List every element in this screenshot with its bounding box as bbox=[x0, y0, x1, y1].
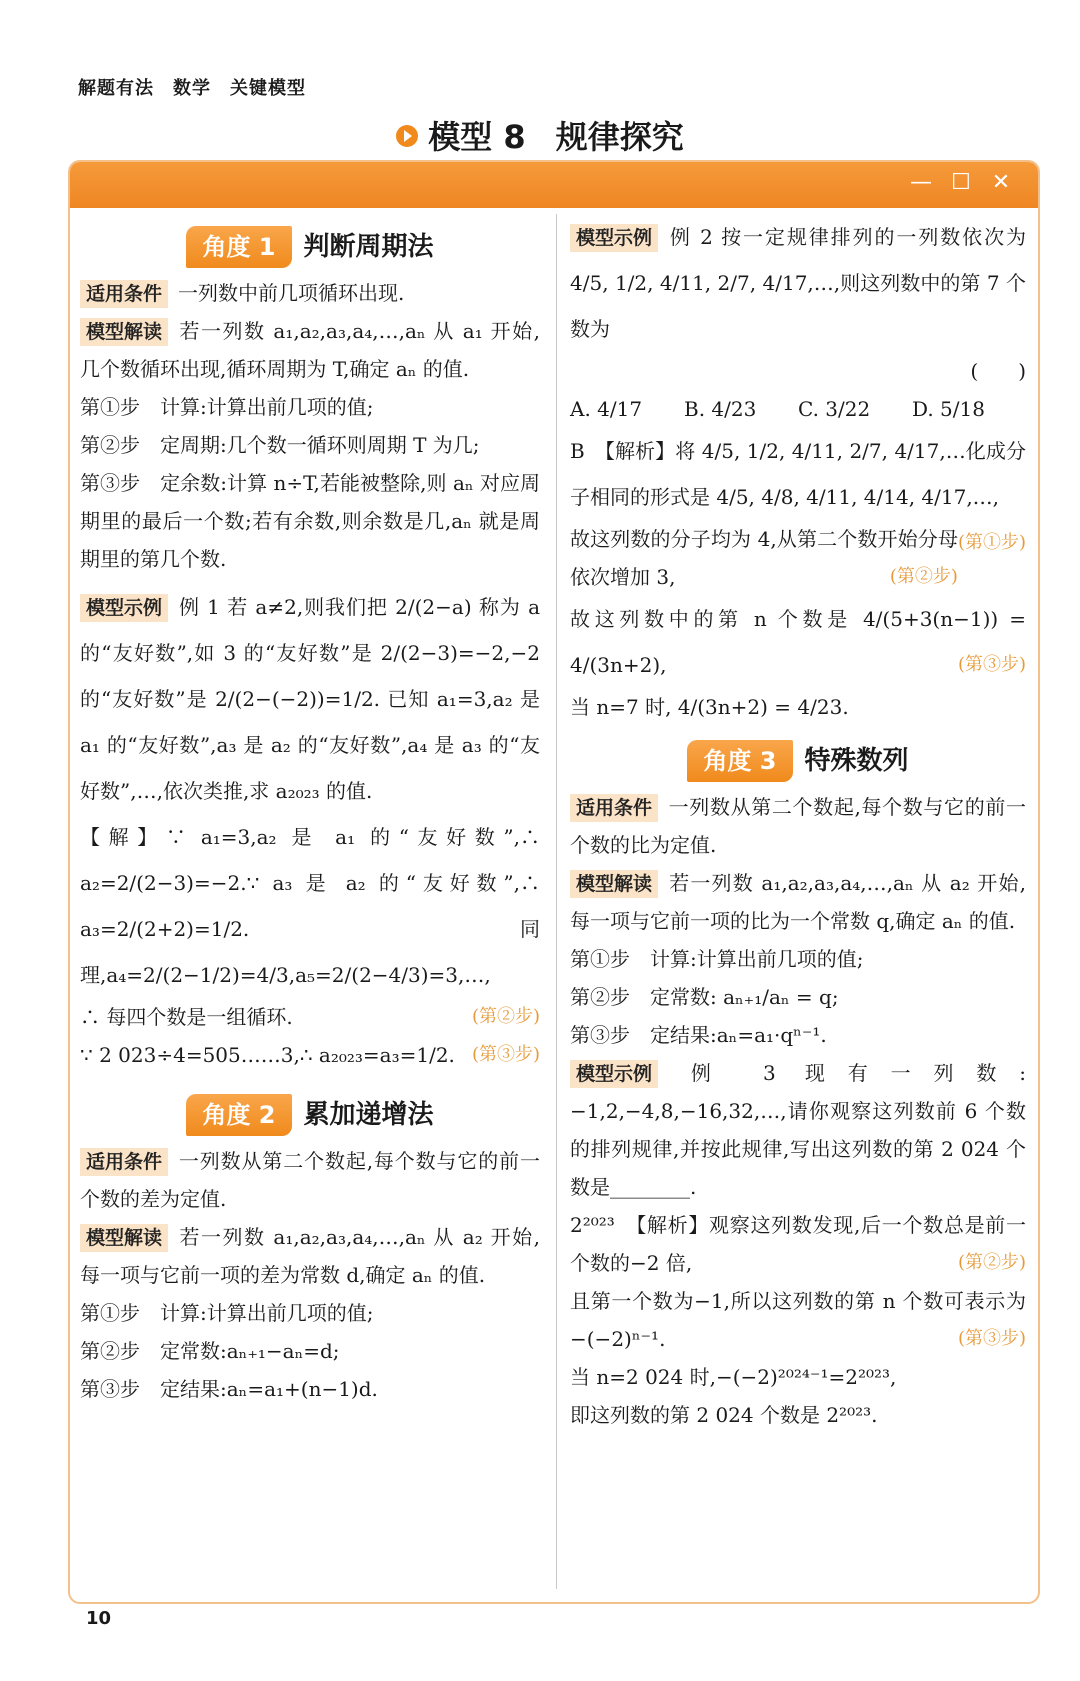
condition-text: 一列数中前几项循环出现. bbox=[178, 281, 405, 305]
step-tag: (第①步) bbox=[957, 532, 1026, 553]
example-text: 例 3 现有一列数:−1,2,−4,8,−16,32,…,请你观察这列数前 6 个数的排列规律,并按此规律,写出这列数的第 2 024 个数是________. bbox=[570, 1061, 1026, 1199]
example-3 bbox=[570, 1054, 1026, 1206]
section-heading-3 bbox=[570, 740, 1026, 782]
example-1 bbox=[80, 584, 540, 814]
option-b: B. 4/23 bbox=[684, 397, 757, 421]
solution-text: ∵ 2 023÷4=505……3,∴ a₂₀₂₃=a₃=1/2. bbox=[80, 1043, 455, 1067]
step: 第①步 计算:计算出前几项的值; bbox=[570, 947, 864, 971]
solution bbox=[570, 428, 1026, 553]
step: 第②步 定常数: aₙ₊₁/aₙ = q; bbox=[570, 985, 839, 1009]
model-name: 规律探究 bbox=[555, 118, 684, 156]
section-badge: 角度 1 bbox=[186, 226, 291, 268]
condition bbox=[80, 274, 540, 312]
label-tag: 模型示例 bbox=[80, 594, 168, 622]
model-reading bbox=[570, 864, 1026, 940]
label-tag: 适用条件 bbox=[80, 1148, 168, 1176]
model-reading bbox=[80, 312, 540, 388]
step: 第③步 定余数:计算 n÷T,若能被整除,则 aₙ 对应周期里的最后一个数;若有余数,则余数是几,aₙ 就是周期里的第几个数. bbox=[80, 471, 540, 571]
solution bbox=[570, 520, 1026, 596]
step: 第①步 计算:计算出前几项的值; bbox=[80, 1301, 374, 1325]
step-tag: (第②步) bbox=[471, 1006, 540, 1027]
step-tag: (第②步) bbox=[957, 1252, 1026, 1273]
example-text: 例 2 按一定规律排列的一列数依次为 4/5, 1/2, 4/11, 2/7, 4/17,…,则这列数中的第 7 个数为 bbox=[570, 225, 1026, 341]
left-column bbox=[80, 222, 540, 1408]
model-text: 若一列数 a₁,a₂,a₃,a₄,…,aₙ 从 a₂ 开始,每一项与它前一项的差为常数 d,确定 aₙ 的值. bbox=[80, 1225, 540, 1287]
minimize-icon[interactable]: — bbox=[910, 170, 932, 195]
option-c: C. 3/22 bbox=[798, 397, 871, 421]
solution: 当 n=2 024 时,−(−2)²⁰²⁴⁻¹=2²⁰²³, bbox=[570, 1365, 897, 1389]
step-tag: (第②步) bbox=[889, 566, 958, 587]
model-reading bbox=[80, 1218, 540, 1294]
model-text: 若一列数 a₁,a₂,a₃,a₄,…,aₙ 从 a₂ 开始,每一项与它前一项的比为一个常数 q,确定 aₙ 的值. bbox=[570, 871, 1026, 933]
column-divider bbox=[556, 214, 557, 1589]
label-tag: 模型示例 bbox=[570, 1060, 658, 1088]
answer-paren: ( ) bbox=[970, 359, 1026, 383]
label-tag: 模型示例 bbox=[570, 224, 658, 252]
solution-text: 且第一个数为−1,所以这列数的第 n 个数可表示为−(−2)ⁿ⁻¹. bbox=[570, 1289, 1026, 1351]
step: 第②步 定周期:几个数一循环则周期 T 为几; bbox=[80, 433, 480, 457]
solution bbox=[570, 1206, 1026, 1282]
solution bbox=[80, 814, 540, 998]
example-2 bbox=[570, 214, 1026, 352]
solution bbox=[80, 1036, 540, 1074]
model-number: 模型 8 bbox=[428, 118, 526, 156]
solution bbox=[570, 1282, 1026, 1358]
step: 第①步 计算:计算出前几项的值; bbox=[80, 395, 374, 419]
label-tag: 模型解读 bbox=[80, 318, 168, 346]
option-a: A. 4/17 bbox=[570, 397, 643, 421]
label-tag: 模型解读 bbox=[570, 870, 658, 898]
label-tag: 适用条件 bbox=[80, 280, 168, 308]
solution-text: 故这列数中的第 n 个数是 4/(5+3(n−1)) = 4/(3n+2), bbox=[570, 607, 1026, 677]
condition-text: 一列数从第二个数起,每个数与它的前一个数的差为定值. bbox=[80, 1149, 540, 1211]
label-tag: 模型解读 bbox=[80, 1224, 168, 1252]
step-tag: (第③步) bbox=[957, 654, 1026, 675]
right-column bbox=[570, 214, 1026, 1434]
option-d: D. 5/18 bbox=[912, 397, 985, 421]
solution-text: ∴ 每四个数是一组循环. bbox=[80, 1005, 293, 1029]
step-tag: (第③步) bbox=[957, 1328, 1026, 1349]
condition bbox=[80, 1142, 540, 1218]
example-text: 例 1 若 a≠2,则我们把 2/(2−a) 称为 a 的“友好数”,如 3 的“友好数”是 2/(2−3)=−2,−2 的“友好数”是 2/(2−(−2))=1/2. 已知 a₁=3,a₂ 是 a₁ 的“友好数”,a₃ 是 a₂ 的“友好数”,a₄ 是 a₃ 的“友好数”,…,依次类推,求 a₂₀₂₃ 的值. bbox=[80, 595, 540, 803]
running-header: 解题有法 数学 关键模型 bbox=[78, 78, 306, 99]
page-number: 10 bbox=[86, 1608, 112, 1629]
section-title: 特殊数列 bbox=[804, 746, 909, 776]
section-badge: 角度 2 bbox=[186, 1094, 291, 1136]
section-title: 判断周期法 bbox=[303, 232, 434, 262]
solution bbox=[570, 596, 1026, 688]
options-row bbox=[570, 390, 1026, 428]
condition-text: 一列数从第二个数起,每个数与它的前一个数的比为定值. bbox=[570, 795, 1026, 857]
section-badge: 角度 3 bbox=[687, 740, 792, 782]
section-title: 累加递增法 bbox=[303, 1100, 434, 1130]
step-tag: (第③步) bbox=[471, 1044, 540, 1065]
maximize-icon[interactable]: ☐ bbox=[951, 170, 971, 195]
solution-text: 【解】∵ a₁=3,a₂ 是 a₁ 的“友好数”,∴ a₂=2/(2−3)=−2.∵ a₃ 是 a₂ 的“友好数”,∴ a₃=2/(2+2)=1/2. 同理,a₄=2/(2−1/2)=4/3,a₅=2/(2−4/3)=3,…, bbox=[80, 825, 540, 987]
solution: 当 n=7 时, 4/(3n+2) = 4/23. bbox=[570, 695, 849, 719]
solution: 即这列数的第 2 024 个数是 2²⁰²³. bbox=[570, 1403, 878, 1427]
window-titlebar bbox=[70, 162, 1038, 208]
solution bbox=[80, 998, 540, 1036]
solution-text: 故这列数的分子均为 4,从第二个数开始分母依次增加 3, bbox=[570, 527, 958, 589]
play-icon bbox=[396, 125, 418, 147]
section-heading-1 bbox=[80, 226, 540, 268]
solution-text: 2²⁰²³ 【解析】观察这列数发现,后一个数总是前一个数的−2 倍, bbox=[570, 1213, 1026, 1275]
page-title bbox=[0, 112, 1080, 158]
model-text: 若一列数 a₁,a₂,a₃,a₄,…,aₙ 从 a₁ 开始,几个数循环出现,循环周期为 T,确定 aₙ 的值. bbox=[80, 319, 540, 381]
section-heading-2 bbox=[80, 1094, 540, 1136]
step: 第③步 定结果:aₙ=a₁+(n−1)d. bbox=[80, 1377, 378, 1401]
step: 第③步 定结果:aₙ=a₁·qⁿ⁻¹. bbox=[570, 1023, 827, 1047]
label-tag: 适用条件 bbox=[570, 794, 658, 822]
condition bbox=[570, 788, 1026, 864]
solution-text: B 【解析】将 4/5, 1/2, 4/11, 2/7, 4/17,…化成分子相同的形式是 4/5, 4/8, 4/11, 4/14, 4/17,…, bbox=[570, 439, 1026, 509]
step: 第②步 定常数:aₙ₊₁−aₙ=d; bbox=[80, 1339, 340, 1363]
close-icon[interactable]: ✕ bbox=[991, 170, 1011, 195]
